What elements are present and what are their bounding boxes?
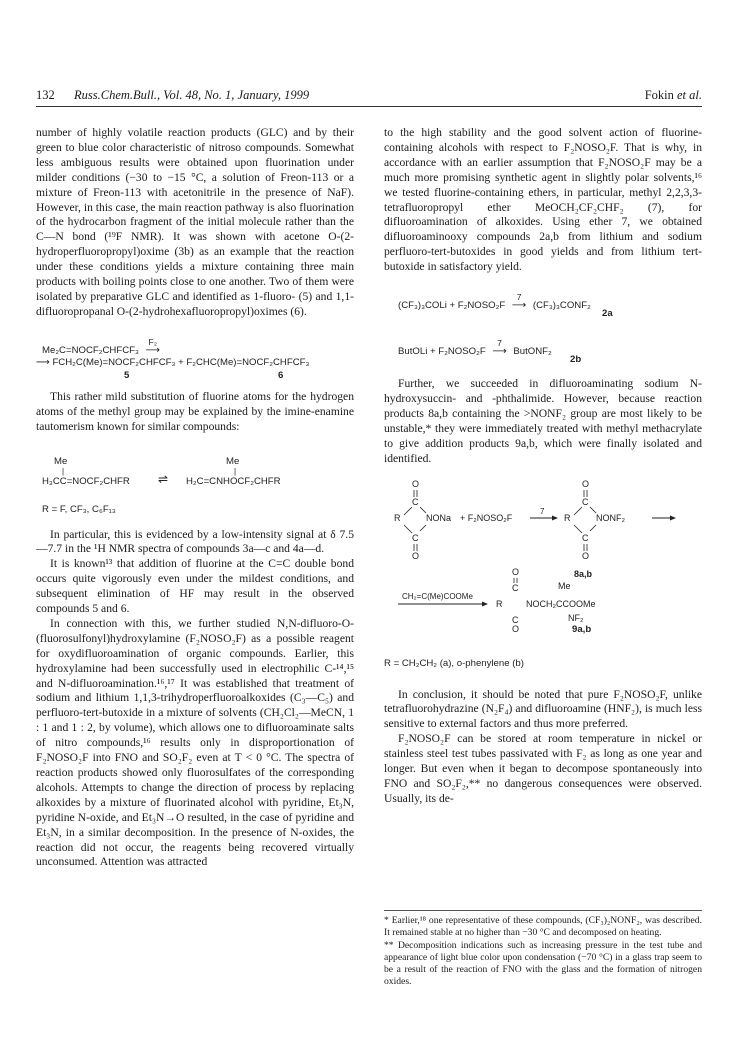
compound-label-6: 6 [278, 369, 284, 381]
scheme-nonf2: NONF₂ [596, 512, 625, 523]
imide-scheme [384, 477, 702, 627]
left-paragraph-3: In particular, this is evidenced by a low-intensity signal at δ 7.5—7.7 in the ¹H NMR spectra of compounds 3a—c and 4a—d. [36, 527, 354, 556]
svg-text:O: O [582, 478, 590, 489]
svg-text:R: R [496, 598, 503, 609]
svg-text:Me: Me [558, 580, 571, 591]
svg-text:O: O [412, 550, 420, 561]
arrow-continuation-icon: ⟶ [36, 356, 50, 368]
rf-definition: R = F, CF₃, C₆F₁₃ [42, 503, 116, 515]
left-column [36, 126, 354, 870]
r-definition: R = CH₂CH₂ (a), o-phenylene (b) [384, 657, 524, 669]
compound-label-9ab: 9a,b [572, 623, 592, 635]
right-paragraph-1: to the high stability and the good solvent action of fluorine-containing alcohols with respect to F₂NOSO₂F. That is why, in accordance with an earlier assumption that F₂NOSO₂F may be a much more promising synthetic agent in slightly polar solvents,¹⁶ we tested fluorine-containing ethers, in particular, methyl 2,2,3,3-tetrafluoropropyl ether MeOCH₂CF₂CHF₂ (7), for difluoroamination of alkoxides. Using ether 7, we obtained difluoroaminooxy compounds 2a,b from lithium and sodium perfluoro-tert-butoxides in good yields and from lithium tert-butoxide in satisfactory yield. [384, 126, 702, 274]
svg-text:O: O [582, 550, 590, 561]
equation-2b: ButOLi + F₂NOSO₂F 7 ⟶ ButONF₂ 2b [398, 338, 582, 366]
scheme1-reactant: Me₂C=NOCF₂CHFCF₃ [42, 344, 139, 356]
journal-citation: Russ.Chem.Bull., Vol. 48, No. 1, January, 1999 [74, 88, 310, 102]
svg-text:R: R [394, 512, 401, 523]
right-paragraph-4: F₂NOSO₂F can be stored at room temperature in nickel or stainless steel test tubes passivated with F₂ as long as one year and longer. But even when it began to decompose spontaneously into FNO and SO₂F₂,** no dangerous consequences were observed. Usually, its de- [384, 732, 702, 805]
tautomer-enamine: H₂C=CNHOCF₂CHFR [186, 475, 281, 487]
compound-label-2b: 2b [570, 354, 582, 366]
svg-text:C: C [582, 496, 589, 507]
tautomer-imine: H₃CC=NOCF₂CHFR [42, 475, 130, 487]
right-paragraph-3: In conclusion, it should be noted that pure F₂NOSO₂F, unlike tetrafluorohydrazine (N₂F₄) and difluoroamine (HNF₂), is much less sensitive to external factors and thus more preferred. [384, 687, 702, 731]
svg-text:C: C [512, 582, 519, 593]
header-rule [36, 106, 702, 107]
running-authors: Fokin et al. [644, 88, 702, 102]
scheme-o-top-1: O [412, 478, 420, 489]
scheme-noch2: NOCH₂CCOOMe [526, 598, 596, 609]
equilibrium-arrows-icon: ⇌ [158, 471, 169, 486]
right-column: to the high stability and the good solvent action of fluorine-containing alcohols with respect to F₂NOSO₂F. That is why, in accordance with an earlier assumption that F₂NOSO₂F may be a much more promising synthetic agent in slightly polar solvents,¹⁶ we tested fluorine-containing ethers, in particular, methyl 2,2,3,3-tetrafluoropropyl ether MeOCH₂CF₂CHF₂ (7), for difluoroamination of alkoxides. Using ether 7, we obtained difluoroaminooxy compounds 2a,b from lithium and sodium perfluoro-tert-butoxides in good yields and from lithium tert-butoxide in satisfactory yield. (CF₃)₃COLi + F₂NOSO₂F 7 ⟶ (CF₃)₃CONF₂ 2a ButOLi + F₂NOSO₂F 7 ⟶ ButONF₂ 2b Further, we succeeded in difluoroaminating sodium N-hydroxysuccin- and -phthalimide. However, because reaction products 8a,b containing the >NONF₂ group are most likely to be unstable,* they were immediately treated with methyl methacrylate to give addition products 9a,b, which were finally isolated and identified. O C R NONa C O + F₂NOSO₂F 7 O C R NONF₂ C O 8a,b CH₂=C(Me)COOMe O C Me R NOCH₂CCOOMe NF₂ C O 9a,b R = CH₂CH₂ (a), o-phenylene (b) In conclusion, it should be noted that pure F₂NOSO₂F, unlike tetrafluorohydrazine (N₂F₄) and difluoroamine (HNF₂), is much less sensitive to external factors and thus more preferred. F₂NOSO₂F can be stored at room temperature in nickel or stainless steel test tubes passivated with F₂ as long as one year and longer. But even when it began to decompose spontaneously into FNO and SO₂F₂,** no dangerous consequences were observed. Usually, its de- [384, 126, 702, 805]
scheme1-arrow: F₂ ⟶ [145, 336, 160, 356]
right-paragraph-2: Further, we succeeded in difluoroaminating sodium N-hydroxysuccin- and -phthalimide. However, because reaction products 8a,b containing the >NONF₂ group are most likely to be unstable,* they were immediately treated with methyl methacrylate to give addition products 9a,b, which were finally isolated and identified. [384, 377, 702, 465]
page-number: 132 [36, 88, 55, 102]
scheme-mma-reagent: CH₂=C(Me)COOMe [402, 591, 473, 601]
left-paragraph-1: number of highly volatile reaction products (GLC) and by their green to blue color characteristic of nitroso compounds. Somewhat less ambiguous results were obtained upon fluorination under milder conditions (−30 to −15 °C, a solution of Freon-113 or a mixture of Freon-113 with acetonitrile in the presence of NaF). However, in this case, the main reaction pathway is also fluorination of the hydrocarbon fragment of the initial molecule rather than the C—N bond (¹⁹F NMR). It was shown with acetone O-(2-hydroperfluoropropyl)oxime (3b) as an example that the reaction under these conditions yields a mixture containing three main products with boiling points close to one another. Two of them were isolated by preparative GLC and identified as 1-fluoro- (5) and 1,1-difluoropropanal O-(2-hydrohexafluoropropyl)oximes (6). [36, 126, 354, 318]
compound-label-8ab: 8a,b [574, 568, 593, 579]
svg-text:7: 7 [540, 506, 545, 516]
footnote-2: ** Decomposition indications such as increasing pressure in the test tube and appearance of light blue color upon condensation (−70 °C) in a glass trap seem to be a result of the reaction of FNO with the glass and the formation of nitrogen oxides. [384, 940, 702, 987]
scheme1-product-6: F₂CHC(Me)=NOCF₂CHFCF₃ [186, 356, 310, 368]
svg-text:O: O [512, 566, 520, 577]
eq2-arrow: 7 ⟶ [492, 338, 507, 358]
svg-text:NF₂: NF₂ [568, 612, 584, 623]
svg-text:R: R [564, 512, 571, 523]
svg-text:C: C [412, 532, 419, 543]
svg-text:C: C [512, 614, 519, 625]
svg-text:C: C [412, 496, 419, 507]
left-paragraph-5: In connection with this, we further studied N,N-difluoro-O-(fluorosulfonyl)hydroxylamine (F₂NOSO₂F) as a possible reagent for oxydifluoroamination of organic compounds. Earlier, this hydroxylamine had been successfully used in electrophilic C-¹⁴,¹⁵ and N-difluoroamination.¹⁶,¹⁷ It was established that treatment of sodium and lithium 1,1,3-trihydroperfluoroalkoxides (C₃—C₅) and perfluoro-tert-butoxide in a mixture of solvents (CH₂Cl₂—MeCN, 1 : 1 and 1 : 2, by volume), which allows one to difluoroaminate salts of nitro compounds,¹⁶ results only in disproportionation of F₂NOSO₂F into FNO and SO₂F₂ even at T < 0 °C. The spectra of reaction products showed only fluorosulfates of the corresponding alcohols. Attempts to change the direction of process by replacing alkoxides by a mixture of fluorinated alcohol with pyridine, Et₃N, pyridine N-oxide, and Et₃N→O resulted, in the case of pyridine and Et₃N, in a similar decomposition. In the presence of N-oxides, the reaction did not occur, the reagents being recovered virtually unconsumed. Attention was attracted [36, 616, 354, 869]
eq1-arrow: 7 ⟶ [511, 292, 527, 312]
footnotes [384, 910, 702, 989]
left-paragraph-2: This rather mild substitution of fluorine atoms for the hydrogen atoms of the methyl group may be explained by the imine-enamine tautomerism known for similar compounds: [36, 389, 354, 433]
svg-text:+ F₂NOSO₂F: + F₂NOSO₂F [460, 512, 513, 523]
footnote-1: * Earlier,¹⁸ one representative of these compounds, (CF₃)₂NONF₂, was described. It remained stable at no higher than −30 °C and decomposed on heating. [384, 915, 702, 938]
running-header [36, 88, 702, 106]
compound-label-2a: 2a [602, 308, 613, 320]
svg-text:C: C [582, 532, 589, 543]
scheme-nona: NONa [426, 512, 452, 523]
scheme-tautomerism: Me | H₃CC=NOCF₂CHFR ⇌ Me | H₂C=CNHOCF₂CHFR [42, 455, 281, 487]
compound-label-5: 5 [124, 369, 130, 381]
left-paragraph-4: It is known¹³ that addition of fluorine at the C=C double bond occurs quite vigorously even under the mildest conditions, and subsequent elimination of HF may result in the observed compounds 5 and 6. [36, 557, 354, 616]
scheme1-product-5: FCH₂C(Me)=NOCF₂CHFCF₃ [52, 356, 176, 368]
equation-2a: (CF₃)₃COLi + F₂NOSO₂F 7 ⟶ (CF₃)₃CONF₂ 2a [398, 292, 613, 320]
scheme-fluorination: Me₂C=NOCF₂CHFCF₃ F₂ ⟶ ⟶ FCH₂C(Me)=NOCF₂CHFCF₃ + F₂CHC(Me)=NOCF₂CHFCF₃ 5 6 [36, 336, 310, 381]
